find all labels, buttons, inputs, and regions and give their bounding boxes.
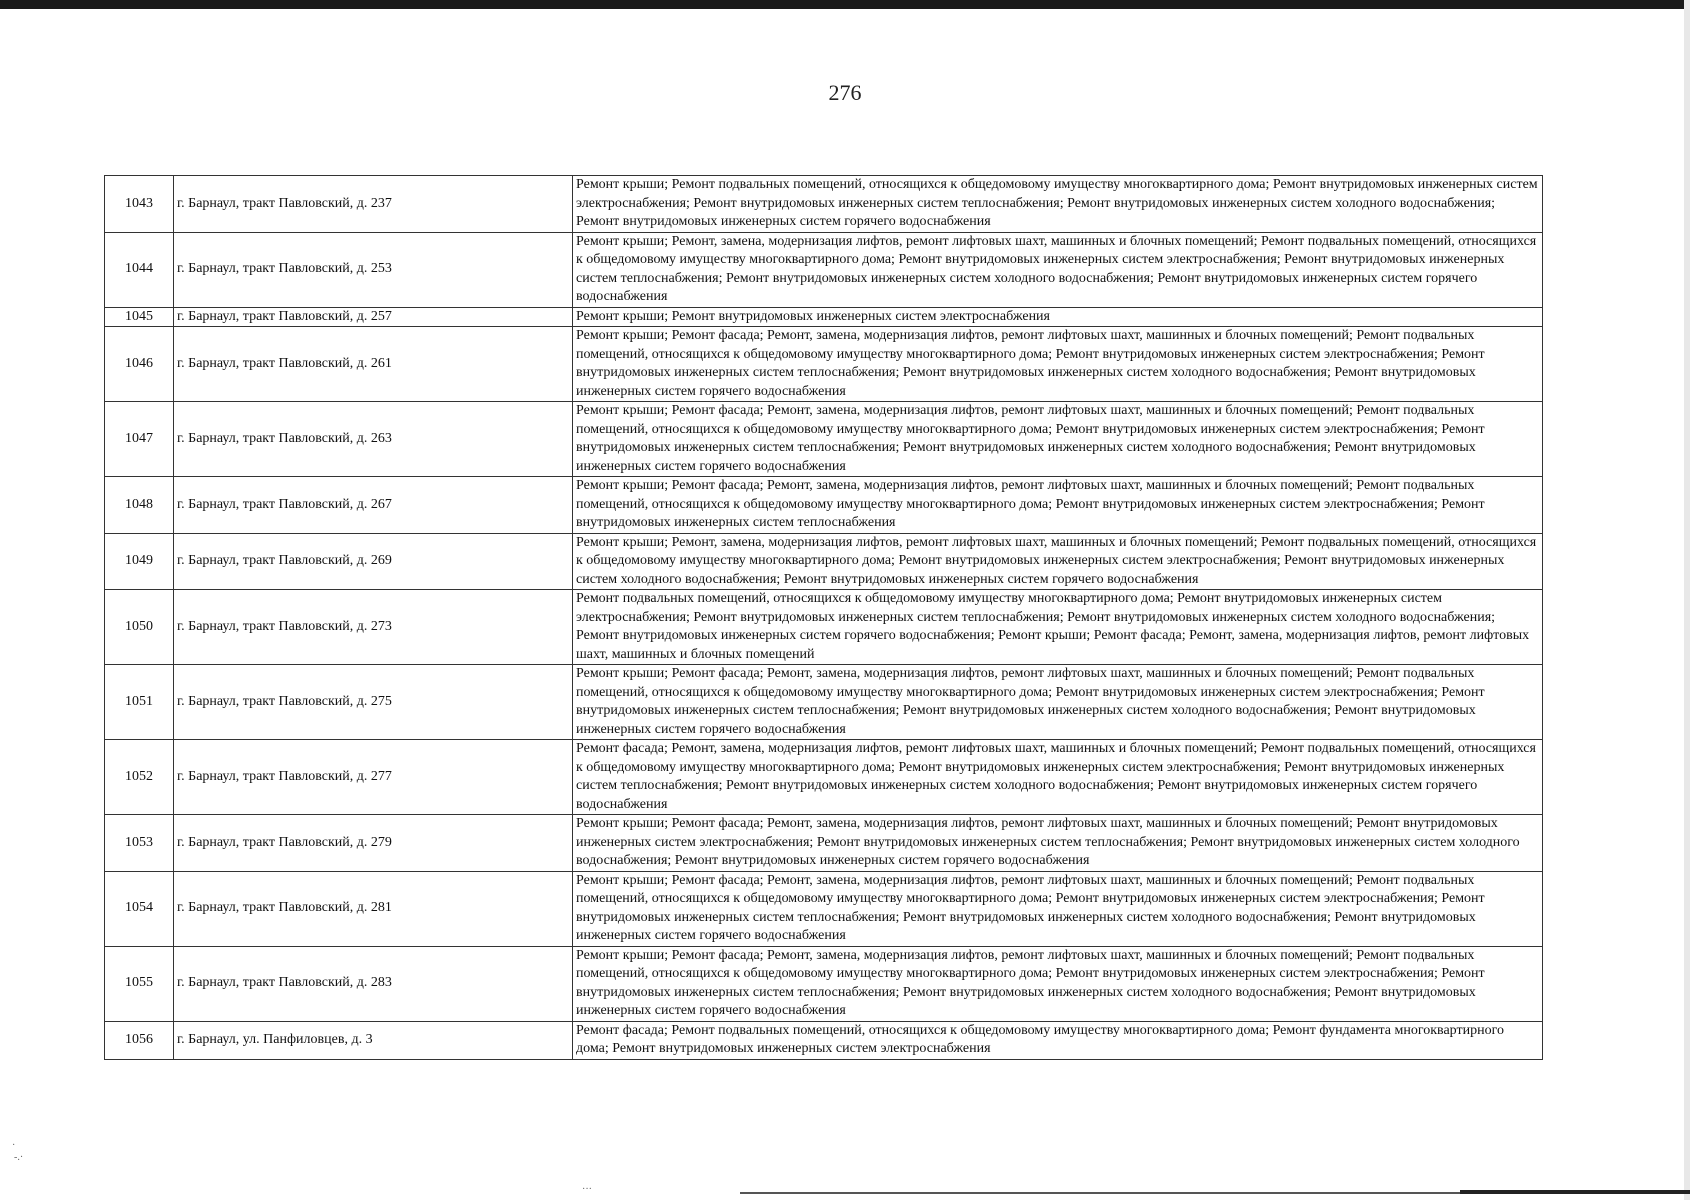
- table-row: [105, 815, 1543, 872]
- row-number: 1052: [105, 740, 174, 815]
- row-address: г. Барнаул, тракт Павловский, д. 237: [174, 176, 573, 233]
- row-number: 1055: [105, 946, 174, 1021]
- table-row: [105, 307, 1543, 327]
- row-works: Ремонт крыши; Ремонт, замена, модернизация лифтов, ремонт лифтовых шахт, машинных и блочных помещений; Ремонт подвальных помещений, относящихся к общедомовому имуществу многоквартирного дома; Ремонт внутридомовых инженерных систем электроснабжения; Ремонт внутридомовых инженерных систем холодного водоснабжения; Ремонт внутридомовых инженерных систем горячего водоснабжения: [573, 533, 1543, 590]
- row-number: 1046: [105, 327, 174, 402]
- row-works: Ремонт крыши; Ремонт внутридомовых инженерных систем электроснабжения: [573, 307, 1543, 327]
- row-number: 1045: [105, 307, 174, 327]
- row-number: 1043: [105, 176, 174, 233]
- row-works: Ремонт крыши; Ремонт фасада; Ремонт, замена, модернизация лифтов, ремонт лифтовых шахт, машинных и блочных помещений; Ремонт подвальных помещений, относящихся к общедомовому имуществу многоквартирного дома; Ремонт внутридомовых инженерных систем электроснабжения; Ремонт внутридомовых инженерных систем теплоснабжения; Ремонт внутридомовых инженерных систем холодного водоснабжения; Ремонт внутридомовых инженерных систем горячего водоснабжения: [573, 327, 1543, 402]
- row-works: Ремонт крыши; Ремонт фасада; Ремонт, замена, модернизация лифтов, ремонт лифтовых шахт, машинных и блочных помещений; Ремонт подвальных помещений, относящихся к общедомовому имуществу многоквартирного дома; Ремонт внутридомовых инженерных систем электроснабжения; Ремонт внутридомовых инженерных систем теплоснабжения; Ремонт внутридомовых инженерных систем холодного водоснабжения; Ремонт внутридомовых инженерных систем горячего водоснабжения: [573, 665, 1543, 740]
- row-works: Ремонт крыши; Ремонт, замена, модернизация лифтов, ремонт лифтовых шахт, машинных и блочных помещений; Ремонт подвальных помещений, относящихся к общедомовому имуществу многоквартирного дома; Ремонт внутридомовых инженерных систем электроснабжения; Ремонт внутридомовых инженерных систем теплоснабжения; Ремонт внутридомовых инженерных систем холодного водоснабжения; Ремонт внутридомовых инженерных систем горячего водоснабжения: [573, 232, 1543, 307]
- scan-speck: -.·: [14, 1152, 24, 1163]
- page-number: 276: [828, 80, 862, 105]
- row-number: 1054: [105, 871, 174, 946]
- row-number: 1050: [105, 590, 174, 665]
- scan-right-edge: [1684, 0, 1690, 1200]
- row-address: г. Барнаул, тракт Павловский, д. 273: [174, 590, 573, 665]
- row-number: 1056: [105, 1021, 174, 1059]
- row-works: Ремонт крыши; Ремонт фасада; Ремонт, замена, модернизация лифтов, ремонт лифтовых шахт, машинных и блочных помещений; Ремонт внутридомовых инженерных систем электроснабжения; Ремонт внутридомовых инженерных систем теплоснабжения; Ремонт внутридомовых инженерных систем холодного водоснабжения; Ремонт внутридомовых инженерных систем горячего водоснабжения: [573, 815, 1543, 872]
- scan-bottom-edge: [1460, 1190, 1690, 1194]
- table-row: [105, 477, 1543, 534]
- table-row: [105, 176, 1543, 233]
- table-body: [105, 176, 1543, 1060]
- row-works: Ремонт крыши; Ремонт подвальных помещений, относящихся к общедомовому имуществу многоквартирного дома; Ремонт внутридомовых инженерных систем электроснабжения; Ремонт внутридомовых инженерных систем теплоснабжения; Ремонт внутридомовых инженерных систем холодного водоснабжения; Ремонт внутридомовых инженерных систем горячего водоснабжения: [573, 176, 1543, 233]
- row-address: г. Барнаул, тракт Павловский, д. 279: [174, 815, 573, 872]
- row-address: г. Барнаул, тракт Павловский, д. 257: [174, 307, 573, 327]
- table-row: [105, 232, 1543, 307]
- row-number: 1044: [105, 232, 174, 307]
- scan-top-border: [0, 0, 1690, 9]
- row-works: Ремонт крыши; Ремонт фасада; Ремонт, замена, модернизация лифтов, ремонт лифтовых шахт, машинных и блочных помещений; Ремонт подвальных помещений, относящихся к общедомовому имуществу многоквартирного дома; Ремонт внутридомовых инженерных систем электроснабжения; Ремонт внутридомовых инженерных систем теплоснабжения: [573, 477, 1543, 534]
- scan-speck: ···: [582, 1184, 592, 1195]
- table-row: [105, 871, 1543, 946]
- row-works: Ремонт подвальных помещений, относящихся к общедомовому имуществу многоквартирного дома; Ремонт внутридомовых инженерных систем электроснабжения; Ремонт внутридомовых инженерных систем теплоснабжения; Ремонт внутридомовых инженерных систем холодного водоснабжения; Ремонт внутридомовых инженерных систем горячего водоснабжения; Ремонт крыши; Ремонт фасада; Ремонт, замена, модернизация лифтов, ремонт лифтовых шахт, машинных и блочных помещений: [573, 590, 1543, 665]
- repair-schedule-table: [104, 175, 1543, 1060]
- row-address: г. Барнаул, тракт Павловский, д. 269: [174, 533, 573, 590]
- row-address: г. Барнаул, тракт Павловский, д. 253: [174, 232, 573, 307]
- row-works: Ремонт крыши; Ремонт фасада; Ремонт, замена, модернизация лифтов, ремонт лифтовых шахт, машинных и блочных помещений; Ремонт подвальных помещений, относящихся к общедомовому имуществу многоквартирного дома; Ремонт внутридомовых инженерных систем электроснабжения; Ремонт внутридомовых инженерных систем теплоснабжения; Ремонт внутридомовых инженерных систем холодного водоснабжения; Ремонт внутридомовых инженерных систем горячего водоснабжения: [573, 946, 1543, 1021]
- row-address: г. Барнаул, тракт Павловский, д. 277: [174, 740, 573, 815]
- table-row: [105, 740, 1543, 815]
- row-address: г. Барнаул, тракт Павловский, д. 283: [174, 946, 573, 1021]
- table-row: [105, 665, 1543, 740]
- table-row: [105, 590, 1543, 665]
- row-address: г. Барнаул, тракт Павловский, д. 261: [174, 327, 573, 402]
- row-number: 1047: [105, 402, 174, 477]
- row-number: 1048: [105, 477, 174, 534]
- row-number: 1053: [105, 815, 174, 872]
- row-works: Ремонт крыши; Ремонт фасада; Ремонт, замена, модернизация лифтов, ремонт лифтовых шахт, машинных и блочных помещений; Ремонт подвальных помещений, относящихся к общедомовому имуществу многоквартирного дома; Ремонт внутридомовых инженерных систем электроснабжения; Ремонт внутридомовых инженерных систем теплоснабжения; Ремонт внутридомовых инженерных систем холодного водоснабжения; Ремонт внутридомовых инженерных систем горячего водоснабжения: [573, 402, 1543, 477]
- row-address: г. Барнаул, тракт Павловский, д. 275: [174, 665, 573, 740]
- row-address: г. Барнаул, ул. Панфиловцев, д. 3: [174, 1021, 573, 1059]
- row-works: Ремонт крыши; Ремонт фасада; Ремонт, замена, модернизация лифтов, ремонт лифтовых шахт, машинных и блочных помещений; Ремонт подвальных помещений, относящихся к общедомовому имуществу многоквартирного дома; Ремонт внутридомовых инженерных систем электроснабжения; Ремонт внутридомовых инженерных систем теплоснабжения; Ремонт внутридомовых инженерных систем холодного водоснабжения; Ремонт внутридомовых инженерных систем горячего водоснабжения: [573, 871, 1543, 946]
- row-number: 1049: [105, 533, 174, 590]
- row-address: г. Барнаул, тракт Павловский, д. 281: [174, 871, 573, 946]
- row-address: г. Барнаул, тракт Павловский, д. 267: [174, 477, 573, 534]
- row-works: Ремонт фасада; Ремонт, замена, модернизация лифтов, ремонт лифтовых шахт, машинных и блочных помещений; Ремонт подвальных помещений, относящихся к общедомовому имуществу многоквартирного дома; Ремонт внутридомовых инженерных систем электроснабжения; Ремонт внутридомовых инженерных систем теплоснабжения; Ремонт внутридомовых инженерных систем холодного водоснабжения; Ремонт внутридомовых инженерных систем горячего водоснабжения: [573, 740, 1543, 815]
- row-works: Ремонт фасада; Ремонт подвальных помещений, относящихся к общедомовому имуществу многоквартирного дома; Ремонт фундамента многоквартирного дома; Ремонт внутридомовых инженерных систем электроснабжения: [573, 1021, 1543, 1059]
- table-row: [105, 533, 1543, 590]
- table-row: [105, 402, 1543, 477]
- table-row: [105, 327, 1543, 402]
- table-row: [105, 946, 1543, 1021]
- row-address: г. Барнаул, тракт Павловский, д. 263: [174, 402, 573, 477]
- scan-speck: ·: [12, 1140, 16, 1151]
- row-number: 1051: [105, 665, 174, 740]
- table-row: [105, 1021, 1543, 1059]
